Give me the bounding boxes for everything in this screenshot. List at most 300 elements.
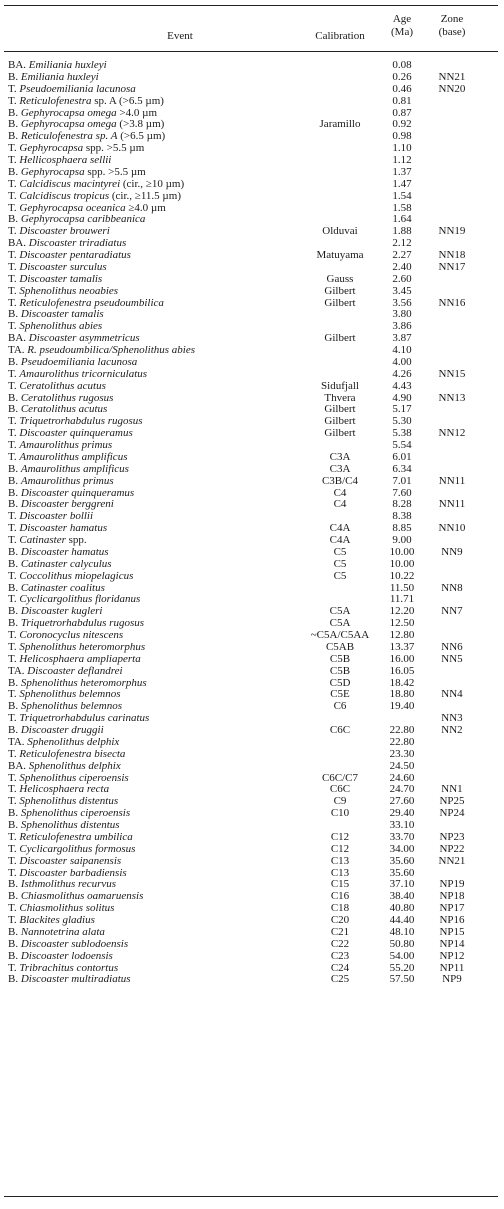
age-cell: 37.10 [389, 878, 415, 891]
zone-cell: NP23 [439, 830, 465, 843]
event-taxon: Amaurolithus amplificus [19, 450, 128, 463]
event-taxon: Reticulofenestra pseudoumbilica [19, 296, 164, 309]
zone-cell: NN16 [438, 296, 466, 309]
age-cell: 1.10 [392, 142, 412, 155]
event-prefix: BA. [8, 237, 27, 250]
calibration-cell: C12 [330, 830, 350, 843]
age-cell: 18.42 [389, 676, 415, 689]
event-taxon: Coronocyclus nitescens [19, 629, 124, 641]
age-cell: 1.12 [392, 154, 412, 166]
event-taxon: Discoaster surculus [19, 260, 107, 273]
calibration-cell: C21 [330, 925, 350, 938]
zone-cell: NN17 [438, 260, 466, 273]
event-prefix: T. [8, 747, 17, 760]
event-prefix: B. [8, 355, 19, 368]
age-cell: 2.12 [392, 237, 412, 250]
event-prefix: T. [8, 249, 17, 261]
event-taxon: Discoaster tamalis [19, 272, 103, 285]
event-taxon: Ceratolithus rugosus [20, 391, 114, 404]
event-taxon: Discoaster lodoensis [20, 949, 113, 962]
event-prefix: T. [8, 522, 17, 535]
calibration-cell: ~C5A/C5AA [310, 629, 370, 641]
calibration-cell: Matuyama [316, 249, 364, 261]
event-taxon: Discoaster sublodoensis [20, 937, 129, 950]
event-prefix: B. [8, 165, 19, 178]
event-prefix: T. [8, 94, 17, 107]
age-cell: 19.40 [389, 700, 415, 713]
event-taxon: Sphenolithus ciperoensis [20, 807, 131, 820]
zone-cell: NP9 [442, 973, 462, 986]
event-taxon: Cyclicargolithus floridanus [19, 593, 141, 606]
zone-cell: NP22 [439, 842, 465, 855]
event-taxon: R. pseudoumbilica/Sphenolithus abies [27, 344, 196, 356]
zone-cell: NP24 [439, 807, 465, 820]
calibration-cell: Sidufjall [321, 379, 359, 392]
age-cell: 4.43 [392, 379, 412, 392]
calibration-cell: C5B [329, 664, 351, 677]
event-taxon: Discoaster druggii [20, 724, 104, 736]
event-suffix: sp. A (>6.5 µm) [91, 94, 164, 107]
zone-cell: NN13 [438, 391, 466, 404]
event-prefix: BA. [8, 332, 27, 345]
event-prefix: T. [8, 771, 17, 784]
zone-cell: NP12 [439, 949, 465, 962]
event-taxon: Discoaster tamalis [20, 308, 104, 321]
event-taxon: Pseudoemiliania lacunosa [19, 82, 136, 95]
table-top-rule [4, 5, 498, 6]
event-prefix: B. [8, 557, 19, 570]
zone-cell: NP11 [439, 961, 465, 974]
event-prefix: T. [8, 712, 17, 725]
zone-cell: NN15 [438, 367, 466, 380]
age-cell: 7.01 [392, 474, 412, 487]
age-cell: 44.40 [389, 914, 415, 926]
event-taxon: Gephyrocapsa [19, 142, 84, 155]
event-prefix: T. [8, 569, 17, 582]
event-prefix: T. [8, 427, 17, 440]
calibration-cell: C5 [333, 545, 347, 558]
calibration-cell: C12 [330, 842, 350, 855]
event-taxon: Amaurolithus primus [19, 439, 113, 451]
calibration-cell: C23 [330, 949, 350, 962]
event-prefix: T. [8, 510, 17, 523]
zone-cell: NN11 [438, 498, 466, 511]
event-prefix: B. [8, 605, 19, 618]
age-cell: 3.87 [392, 332, 412, 345]
zone-cell: NN10 [438, 522, 466, 535]
age-cell: 8.38 [392, 510, 412, 523]
zone-cell: NP16 [439, 914, 465, 926]
event-taxon: Cyclicargolithus formosus [19, 842, 136, 855]
zone-cell: NN21 [438, 70, 466, 83]
calibration-cell: Gilbert [324, 284, 356, 297]
event-prefix: T. [8, 154, 17, 166]
event-taxon: Sphenolithus delphix [28, 759, 121, 772]
calibration-cell: C4 [333, 486, 347, 499]
zone-cell: NN11 [438, 474, 466, 487]
event-taxon: Pseudoemiliania lacunosa [20, 355, 138, 368]
event-suffix: (>6.5 µm) [117, 130, 166, 143]
event-prefix: T. [8, 367, 17, 380]
age-cell: 33.70 [389, 830, 415, 843]
event-prefix: T. [8, 629, 17, 641]
zone-cell: NN5 [441, 652, 463, 665]
event-suffix: spp. [65, 534, 87, 546]
zone-cell: NN1 [441, 783, 463, 796]
event-prefix: B. [8, 213, 19, 226]
event-prefix: B. [8, 391, 19, 404]
table-header-rule [4, 51, 498, 52]
event-taxon: Helicosphaera ampliaperta [19, 652, 141, 665]
age-cell: 11.50 [389, 581, 415, 594]
event-taxon: Triquetrorhabdulus rugosus [20, 617, 145, 630]
age-cell: 11.71 [389, 593, 415, 606]
age-cell: 8.28 [392, 498, 412, 511]
age-cell: 22.80 [389, 735, 415, 748]
zone-cell: NN3 [441, 712, 463, 725]
age-cell: 33.10 [389, 819, 415, 831]
calibration-cell: C16 [330, 890, 350, 903]
calibration-cell: C4A [329, 522, 351, 535]
event-taxon: Gephyrocapsa [20, 165, 85, 178]
age-cell: 35.60 [389, 866, 415, 879]
event-prefix: B. [8, 581, 19, 594]
event-taxon: Discoaster deflandrei [27, 664, 123, 677]
event-taxon: Reticulofenestra sp. A [20, 130, 118, 143]
calibration-cell: C5A [329, 617, 351, 630]
event-prefix: TA. [8, 344, 25, 356]
event-prefix: B. [8, 617, 19, 630]
age-cell: 6.34 [392, 462, 412, 475]
age-cell: 10.22 [389, 569, 415, 582]
age-cell: 12.20 [389, 605, 415, 618]
event-prefix: T. [8, 866, 17, 879]
zone-cell: NP17 [439, 902, 465, 915]
age-cell: 16.00 [389, 652, 415, 665]
event-prefix: B. [8, 925, 19, 938]
event-taxon: Chiasmolithus solitus [19, 902, 115, 915]
event-taxon: Reticulofenestra bisecta [19, 747, 126, 760]
age-cell: 6.01 [392, 450, 412, 463]
event-taxon: Ceratolithus acutus [20, 403, 108, 416]
age-cell: 4.26 [392, 367, 412, 380]
event-taxon: Helicosphaera recta [19, 783, 110, 796]
event-prefix: B. [8, 890, 19, 903]
event-prefix: B. [8, 819, 19, 831]
calibration-cell: C5E [330, 688, 350, 701]
zone-cell: NN7 [441, 605, 463, 618]
age-cell: 7.60 [392, 486, 412, 499]
age-cell: 1.64 [392, 213, 412, 226]
calibration-cell: C4A [329, 534, 351, 546]
event-taxon: Reticulofenestra [19, 94, 92, 107]
event-prefix: T. [8, 189, 17, 202]
table-body [0, 60, 504, 986]
event-taxon: Chiasmolithus oamaruensis [20, 890, 144, 903]
age-cell: 1.88 [392, 225, 412, 238]
event-taxon: Sphenolithus belemnos [20, 700, 122, 713]
event-taxon: Sphenolithus neoabies [19, 284, 119, 297]
zone-cell: NN9 [441, 545, 463, 558]
event-taxon: Discoaster brouweri [19, 225, 110, 238]
event-prefix: T. [8, 961, 17, 974]
event-prefix: T. [8, 902, 17, 915]
event-prefix: TA. [8, 664, 25, 677]
event-prefix: B. [8, 130, 19, 143]
event-prefix: T. [8, 82, 17, 95]
event-prefix: T. [8, 652, 17, 665]
event-taxon: Gephyrocapsa oceanica [19, 201, 126, 214]
event-taxon: Sphenolithus ciperoensis [19, 771, 129, 784]
age-cell: 57.50 [389, 973, 415, 986]
age-cell: 24.70 [389, 783, 415, 796]
calibration-cell: C5 [333, 557, 347, 570]
age-cell: 2.40 [392, 260, 412, 273]
event-taxon: Coccolithus miopelagicus [19, 569, 134, 582]
event-prefix: T. [8, 914, 17, 926]
age-cell: 38.40 [389, 890, 415, 903]
event-prefix: B. [8, 486, 19, 499]
event-taxon: Nannotetrina alata [20, 925, 105, 938]
event-taxon: Catinaster coalitus [20, 581, 105, 594]
age-cell: 2.60 [392, 272, 412, 285]
event-prefix: B. [8, 498, 19, 511]
event-prefix: BA. [8, 759, 27, 772]
age-cell: 10.00 [389, 545, 415, 558]
event-prefix: T. [8, 830, 17, 843]
age-cell: 12.80 [389, 629, 415, 641]
event-prefix: T. [8, 795, 17, 808]
event-prefix: B. [8, 949, 19, 962]
event-taxon: Sphenolithus distentus [20, 819, 120, 831]
age-cell: 1.54 [392, 189, 412, 202]
event-taxon: Ceratolithus acutus [19, 379, 106, 392]
event-prefix: BA. [8, 59, 27, 71]
zone-cell: NP14 [439, 937, 465, 950]
zone-cell: NN8 [441, 581, 463, 594]
event-taxon: Emiliania huxleyi [28, 59, 107, 71]
event-taxon: Discoaster barbadiensis [19, 866, 127, 879]
zone-cell: NN21 [438, 854, 466, 867]
event-taxon: Discoaster pentaradiatus [19, 249, 131, 261]
header-age [380, 13, 424, 39]
calibration-cell: C13 [330, 854, 350, 867]
event-prefix: B. [8, 106, 19, 119]
zone-cell: NP25 [439, 795, 465, 808]
age-cell: 3.80 [392, 308, 412, 321]
calibration-cell: C20 [330, 914, 350, 926]
age-cell: 23.30 [389, 747, 415, 760]
age-cell: 40.80 [389, 902, 415, 915]
age-cell: 13.37 [389, 640, 415, 653]
event-taxon: Emiliania huxleyi [20, 70, 99, 83]
event-prefix: T. [8, 201, 17, 214]
age-cell: 4.90 [392, 391, 412, 404]
event-prefix: B. [8, 937, 19, 950]
age-cell: 1.58 [392, 201, 412, 214]
calibration-cell: Olduvai [322, 225, 358, 238]
age-cell: 10.00 [389, 557, 415, 570]
event-prefix: T. [8, 379, 17, 392]
calibration-cell: C5B [329, 652, 351, 665]
calibration-cell: Gilbert [324, 415, 356, 428]
event-prefix: T. [8, 320, 17, 333]
zone-cell: NN12 [438, 427, 466, 440]
age-cell: 1.47 [392, 177, 412, 190]
age-cell: 22.80 [389, 724, 415, 736]
calibration-cell: Gauss [326, 272, 354, 285]
event-prefix: B. [8, 724, 19, 736]
event-prefix: T. [8, 142, 17, 155]
calibration-cell: C22 [330, 937, 350, 950]
age-cell: 0.98 [392, 130, 412, 143]
calibration-cell: C9 [333, 795, 347, 808]
age-cell: 1.37 [392, 165, 412, 178]
event-taxon: Calcidiscus tropicus [19, 189, 110, 202]
calibration-cell: C6C [329, 783, 351, 796]
event-prefix: T. [8, 854, 17, 867]
calibration-cell: C6C/C7 [321, 771, 359, 784]
age-cell: 16.05 [389, 664, 415, 677]
event-prefix: B. [8, 545, 19, 558]
age-cell: 0.92 [392, 118, 412, 131]
age-cell: 18.80 [389, 688, 415, 701]
event-taxon: Gephyrocapsa omega [20, 106, 117, 119]
calibration-cell: C4 [333, 498, 347, 511]
header-zone [424, 13, 480, 39]
age-cell: 0.08 [392, 59, 412, 71]
event-taxon: Tribrachitus contortus [19, 961, 119, 974]
calibration-cell: C5 [333, 569, 347, 582]
calibration-cell: C3A [329, 450, 351, 463]
event-prefix: B. [8, 308, 19, 321]
event-prefix: B. [8, 878, 19, 891]
age-cell: 3.45 [392, 284, 412, 297]
zone-cell: NP18 [439, 890, 465, 903]
event-suffix: (cir., ≥10 µm) [120, 177, 185, 190]
calibration-cell: Gilbert [324, 296, 356, 309]
event-prefix: T. [8, 783, 17, 796]
age-cell: 9.00 [392, 534, 412, 546]
event-taxon: Sphenolithus abies [19, 320, 103, 333]
age-cell: 3.86 [392, 320, 412, 333]
zone-cell: NP15 [439, 925, 465, 938]
calibration-cell: C15 [330, 878, 350, 891]
calibration-cell: C5D [329, 676, 351, 689]
event-prefix: B. [8, 676, 19, 689]
event-taxon: Sphenolithus delphix [27, 735, 120, 748]
event-taxon: Amaurolithus tricorniculatus [19, 367, 148, 380]
age-cell: 2.27 [392, 249, 412, 261]
zone-cell: NN2 [441, 724, 463, 736]
event-suffix: ≥4.0 µm [125, 201, 166, 214]
age-cell: 0.87 [392, 106, 412, 119]
zone-cell: NN19 [438, 225, 466, 238]
event-prefix: B. [8, 118, 19, 131]
event-prefix: T. [8, 260, 17, 273]
event-prefix: T. [8, 640, 17, 653]
event-taxon: Amaurolithus amplificus [20, 462, 129, 475]
age-cell: 5.54 [392, 439, 412, 451]
calibration-cell: Thvera [324, 391, 356, 404]
event-prefix: T. [8, 284, 17, 297]
event-suffix: (cir., ≥11.5 µm) [109, 189, 181, 202]
age-cell: 24.60 [389, 771, 415, 784]
event-taxon: Discoaster saipanensis [19, 854, 122, 867]
event-prefix: T. [8, 439, 17, 451]
age-cell: 48.10 [389, 925, 415, 938]
event-prefix: B. [8, 462, 19, 475]
age-cell: 55.20 [389, 961, 415, 974]
zone-cell: NP19 [439, 878, 465, 891]
event-taxon: Calcidiscus macintyrei [19, 177, 121, 190]
calibration-cell: C3B/C4 [321, 474, 359, 487]
age-cell: 8.85 [392, 522, 412, 535]
header-zone-line2: (base) [438, 26, 466, 38]
zone-cell: NN18 [438, 249, 466, 261]
event-taxon: Catinaster calyculus [20, 557, 112, 570]
age-cell: 27.60 [389, 795, 415, 808]
calibration-cell: Gilbert [324, 332, 356, 345]
age-cell: 12.50 [389, 617, 415, 630]
event-prefix: T. [8, 225, 17, 238]
age-cell: 50.80 [389, 937, 415, 950]
calibration-cell: C6 [333, 700, 347, 713]
age-cell: 4.00 [392, 355, 412, 368]
zone-cell: NN4 [441, 688, 463, 701]
calibration-cell: C24 [330, 961, 350, 974]
event-prefix: T. [8, 534, 17, 546]
calibration-cell: C10 [330, 807, 350, 820]
age-cell: 0.81 [392, 94, 412, 107]
calibration-cell: C18 [330, 902, 350, 915]
calibration-cell: C25 [330, 973, 350, 986]
event-prefix: T. [8, 272, 17, 285]
table-row [0, 974, 504, 986]
age-cell: 5.38 [392, 427, 412, 440]
header-age-line1: Age [392, 13, 412, 25]
event-prefix: T. [8, 593, 17, 606]
event-taxon: Triquetrorhabdulus rugosus [19, 415, 143, 428]
age-cell: 3.56 [392, 296, 412, 309]
event-taxon: Sphenolithus heteromorphus [20, 676, 147, 689]
event-taxon: Sphenolithus heteromorphus [19, 640, 146, 653]
event-prefix: B. [8, 807, 19, 820]
age-cell: 34.00 [389, 842, 415, 855]
age-cell: 24.50 [389, 759, 415, 772]
event-prefix: B. [8, 474, 19, 487]
event-prefix: TA. [8, 735, 25, 748]
calibration-cell: C5A [329, 605, 351, 618]
calibration-cell: Gilbert [324, 403, 356, 416]
age-cell: 35.60 [389, 854, 415, 867]
event-taxon: Triquetrorhabdulus carinatus [19, 712, 150, 725]
event-taxon: Gephyrocapsa omega [20, 118, 117, 131]
event-suffix: spp. >5.5 µm [83, 142, 145, 155]
event-taxon: Catinaster [19, 534, 66, 546]
event-prefix: T. [8, 688, 17, 701]
age-cell: 29.40 [389, 807, 415, 820]
age-cell: 0.26 [392, 70, 412, 83]
calibration-cell: C3A [329, 462, 351, 475]
calibration-cell: C13 [330, 866, 350, 879]
event-prefix: T. [8, 450, 17, 463]
event-taxon: Discoaster triradiatus [28, 237, 127, 250]
header-calibration: Calibration [315, 30, 365, 42]
event-taxon: Reticulofenestra umbilica [19, 830, 133, 843]
event-taxon: Discoaster hamatus [20, 545, 109, 558]
event-prefix: B. [8, 700, 19, 713]
